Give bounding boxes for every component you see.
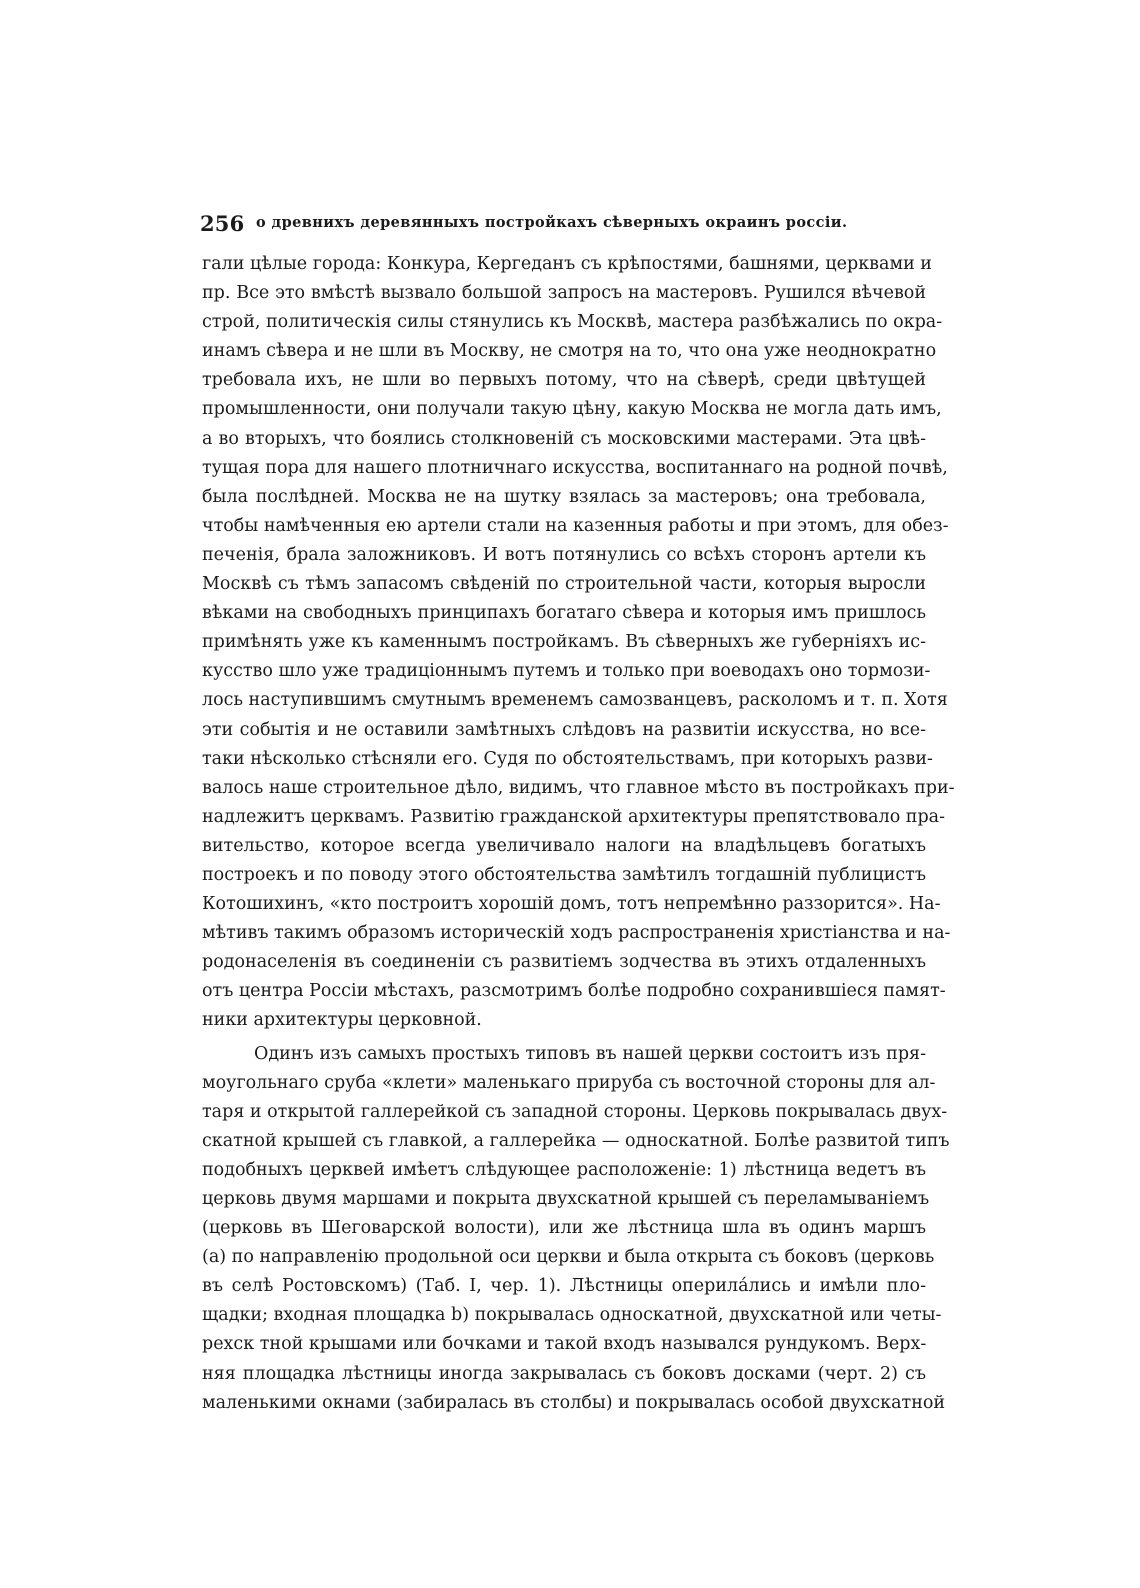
- body-text: [202, 250, 955, 1418]
- text-line: тущая пора для нашего плотничнаго искусства, воспитаннаго на родной почвѣ,: [202, 457, 948, 478]
- paragraph: [202, 250, 955, 1036]
- text-line: маленькими окнами (забиралась въ столбы) и покрывалась особой двухскатной: [202, 1392, 946, 1413]
- text-line: таки нѣсколько стѣсняли его. Судя по обстоятельствамъ, при которыхъ разви-: [202, 748, 933, 769]
- text-line: (а) по направленію продольной оси церкви и была открыта съ боковъ (церковь: [202, 1247, 935, 1268]
- text-line: построекъ и по поводу этого обстоятельства замѣтилъ тогдашній публицистъ: [202, 864, 926, 885]
- text-line: вѣками на свободныхъ принципахъ богатаго сѣвера и которыя имъ пришлось: [202, 603, 926, 624]
- text-line: пр. Все это вмѣстѣ вызвало большой запросъ на мастеровъ. Рушился вѣчевой: [202, 283, 926, 304]
- text-line: эти событія и не оставили замѣтныхъ слѣдовъ на развитіи искусства, но все-: [202, 719, 926, 740]
- text-line: Москвѣ съ тѣмъ запасомъ свѣденій по строительной части, которыя выросли: [202, 574, 926, 595]
- text-line: въ селѣ Ростовскомъ) (Таб. I, чер. 1). Лѣстницы оперила́лись и имѣли пло-: [202, 1276, 926, 1297]
- text-line: ники архитектуры церковной.: [202, 1010, 482, 1031]
- text-line: церковь двумя маршами и покрыта двухскатной крышей съ переламываніемъ: [202, 1189, 930, 1209]
- text-line: (церковь въ Шеговарской волости), или же лѣстница шла въ одинъ маршъ: [202, 1218, 926, 1239]
- running-head: [200, 211, 940, 241]
- running-title: о древнихъ деревянныхъ постройкахъ сѣверныхъ окраинъ россіи.: [256, 214, 848, 231]
- text-line: скатной крышей съ главкой, а галлерейка — односкатной. Болѣе развитой типъ: [202, 1130, 950, 1151]
- text-line: а во вторыхъ, что боялись столкновеній съ московскими мастерами. Эта цвѣ-: [202, 428, 926, 449]
- text-line: гали цѣлые города: Конкура, Кергеданъ съ крѣпостями, башнями, церквами и: [202, 254, 932, 274]
- text-line: чтобы намѣченныя ею артели стали на казенныя работы и при этомъ, для обез-: [202, 515, 949, 536]
- page-number: 256: [200, 211, 245, 236]
- text-line: отъ центра Россіи мѣстахъ, разсмотримъ болѣе подробно сохранившіеся памят-: [202, 981, 946, 1002]
- text-line: вительство, которое всегда увеличивало налоги на владѣльцевъ богатыхъ: [202, 835, 926, 856]
- text-line: таря и открытой галлерейкой съ западной стороны. Церковь покрывалась двух-: [202, 1101, 948, 1122]
- text-line: кусство шло уже традиціоннымъ путемъ и только при воеводахъ оно тормози-: [202, 661, 931, 682]
- text-line: родонаселенія въ соединеніи съ развитіемъ зодчества въ этихъ отдаленныхъ: [202, 952, 926, 973]
- text-line: была послѣдней. Москва не на шутку взялась за мастеровъ; она требовала,: [202, 486, 926, 507]
- text-line: примѣнять уже къ каменнымъ постройкамъ. Въ сѣверныхъ же губерніяхъ ис-: [202, 632, 926, 653]
- text-line: моугольнаго сруба «клети» маленькаго прируба съ восточной стороны для ал-: [202, 1072, 936, 1093]
- text-line: инамъ сѣвера и не шли въ Москву, не смотря на то, что она уже неоднократно: [202, 341, 937, 362]
- text-line: мѣтивъ такимъ образомъ историческій ходъ распространенія христіанства и на-: [202, 923, 951, 944]
- text-line: подобныхъ церквей имѣетъ слѣдующее расположеніе: 1) лѣстница ведетъ въ: [202, 1159, 926, 1180]
- text-line: Одинъ изъ самыхъ простыхъ типовъ въ нашей церкви состоитъ изъ пря-: [254, 1043, 926, 1064]
- text-line: надлежитъ церквамъ. Развитію гражданской архитектуры препятствовало пра-: [202, 806, 946, 827]
- paragraph: [202, 1040, 950, 1418]
- text-line: валось наше строительное дѣло, видимъ, что главное мѣсто въ постройкахъ при-: [202, 777, 955, 798]
- paragraphs: [202, 250, 955, 1418]
- text-line: промышленности, они получали такую цѣну, какую Москва не могла дать имъ,: [202, 399, 942, 420]
- text-line: строй, политическія силы стянулись къ Москвѣ, мастера разбѣжались по окра-: [202, 312, 943, 333]
- text-line: рехск тной крышами или бочками и такой входъ назывался рундукомъ. Верх-: [202, 1334, 927, 1355]
- text-line: няя площадка лѣстницы иногда закрывалась съ боковъ досками (черт. 2) съ: [202, 1363, 926, 1384]
- text-line: щадки; входная площадка b) покрывалась односкатной, двухскатной или четы-: [202, 1305, 942, 1326]
- text-line: лось наступившимъ смутнымъ временемъ самозванцевъ, расколомъ и т. п. Хотя: [202, 690, 948, 711]
- text-line: требовала ихъ, не шли во первыхъ потому, что на сѣверѣ, среди цвѣтущей: [202, 370, 926, 391]
- text-line: Котошихинъ, «кто построитъ хорошій домъ, тотъ непремѣнно раззорится». На-: [202, 894, 941, 915]
- text-line: печенія, брала заложниковъ. И вотъ потянулись со всѣхъ сторонъ артели къ: [202, 544, 926, 565]
